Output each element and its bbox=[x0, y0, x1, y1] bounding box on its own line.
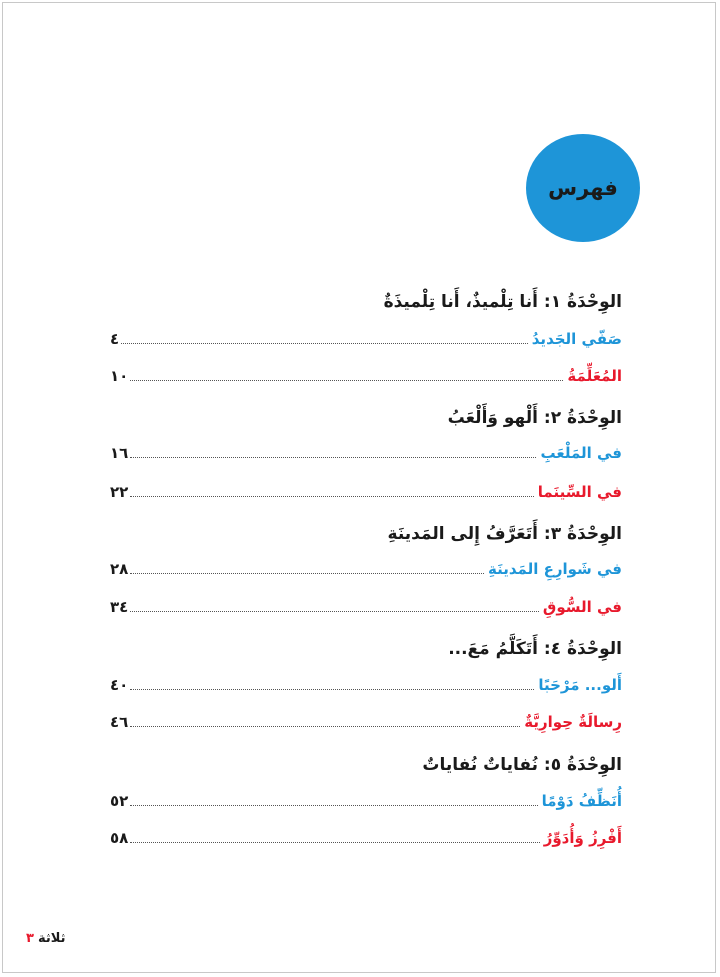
toc-entry-4-2[interactable] bbox=[110, 709, 622, 731]
dot-leader bbox=[130, 805, 537, 806]
dot-leader bbox=[130, 611, 539, 612]
entry-label: رِسالَةٌ حِوارِيَّةٌ bbox=[524, 713, 622, 731]
unit-5-title: الوِحْدَةُ ٥: نُفاياتٌ نُفاياتٌ bbox=[422, 755, 622, 775]
index-title: فهرس bbox=[548, 176, 618, 200]
unit-3-title: الوِحْدَةُ ٣: أَتَعَرَّفُ إِلى المَدينَةِ bbox=[387, 524, 622, 544]
toc-entry-2-1[interactable] bbox=[110, 440, 622, 462]
page-word: ثلاثة bbox=[37, 931, 66, 946]
toc-entry-4-1[interactable] bbox=[110, 672, 622, 694]
entry-label: أَفْرِزُ وَأُدَوِّرُ bbox=[543, 829, 622, 847]
dot-leader bbox=[130, 457, 536, 458]
entry-page-number: ١٠ bbox=[110, 367, 129, 385]
dot-leader bbox=[130, 573, 484, 574]
entry-label: في السُّوقِ bbox=[542, 598, 622, 616]
unit-2-title: الوِحْدَةُ ٢: أَلْهو وَأَلْعَبُ bbox=[447, 408, 622, 428]
dot-leader bbox=[121, 343, 528, 344]
entry-page-number: ٢٢ bbox=[110, 483, 129, 501]
entry-page-number: ١٦ bbox=[110, 444, 129, 462]
dot-leader bbox=[130, 496, 533, 497]
unit-1-title: الوِحْدَةُ ١: أَنا تِلْميذٌ، أَنا تِلْميذَةٌ bbox=[383, 292, 622, 312]
entry-label: صَفّي الجَديدُ bbox=[531, 330, 622, 348]
page-number: ٣ bbox=[26, 931, 34, 946]
entry-page-number: ٤ bbox=[110, 330, 120, 348]
entry-page-number: ٥٢ bbox=[110, 792, 129, 810]
entry-label: أَلو... مَرْحَبًا bbox=[538, 676, 622, 694]
toc-entry-1-1[interactable] bbox=[110, 326, 622, 348]
toc-entry-3-2[interactable] bbox=[110, 594, 622, 616]
entry-label: أُنَظِّفُ دَوْمًا bbox=[541, 792, 622, 810]
dot-leader bbox=[130, 726, 520, 727]
dot-leader bbox=[130, 842, 539, 843]
page-footer bbox=[26, 931, 65, 946]
entry-label: في المَلْعَبِ bbox=[540, 444, 622, 462]
entry-page-number: ٤٠ bbox=[110, 676, 129, 694]
toc-entry-3-1[interactable] bbox=[110, 556, 622, 578]
toc-entry-5-1[interactable] bbox=[110, 788, 622, 810]
unit-4-title: الوِحْدَةُ ٤: أَتَكَلَّمُ مَعَ... bbox=[448, 639, 622, 659]
entry-label: في السِّينَما bbox=[537, 483, 622, 501]
entry-label: في شَوارِعِ المَدينَةِ bbox=[488, 560, 622, 578]
entry-page-number: ٢٨ bbox=[110, 560, 129, 578]
toc-entry-2-2[interactable] bbox=[110, 479, 622, 501]
dot-leader bbox=[130, 380, 563, 381]
entry-page-number: ٣٤ bbox=[110, 598, 129, 616]
entry-page-number: ٥٨ bbox=[110, 829, 129, 847]
dot-leader bbox=[130, 689, 534, 690]
toc-entry-5-2[interactable] bbox=[110, 825, 622, 847]
entry-page-number: ٤٦ bbox=[110, 713, 129, 731]
entry-label: المُعَلِّمَةُ bbox=[567, 367, 622, 385]
toc-entry-1-2[interactable] bbox=[110, 363, 622, 385]
